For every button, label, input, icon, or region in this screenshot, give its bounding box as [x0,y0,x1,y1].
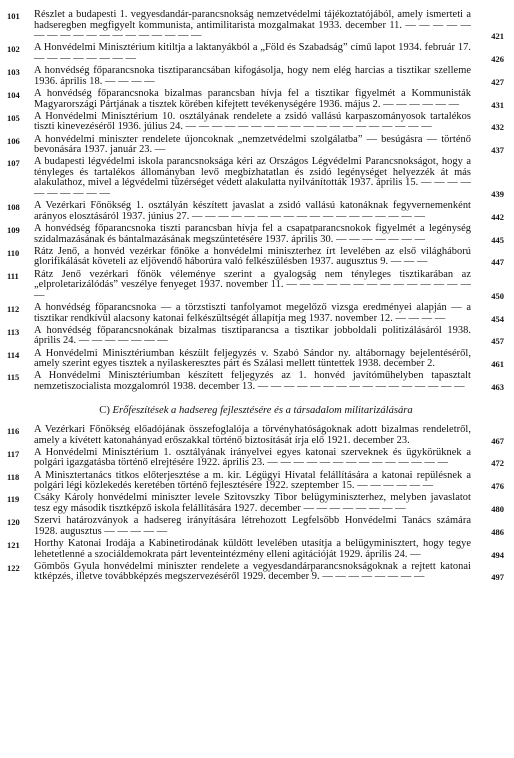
entry-list [0,425,514,583]
page-reference: 445 [491,234,504,245]
entry-text: A honvédség főparancsnoka — a törzstiszti tanfolyamot megelőző vizsga eredményei alapján — a tisztikar rendkívül alacsony katonai felkészültségét állapítja meg 1937. november 12. — — — — [34,301,471,324]
entry-number: 122 [7,562,20,573]
toc-entry [0,10,514,42]
entry-text: A Honvédelmi Minisztériumban készült feljegyzés v. Szabó Sándor ny. altábornagy bejelentéséről, amely szerint egyes tisztek a nyilaskeresztes párt és Szálasi mellett tüntettek 1938. december 2. [34,347,471,370]
entry-text: A Vezérkari Főnökség előadójának összefoglalója a törvényhatóságoknak adott bizalmas rendeletről, amely a kívétett katonahányad erőszakkal történő biztosítását írja elő 1921. december 23. [34,424,471,446]
page-reference: 463 [491,381,504,392]
entry-number: 118 [7,471,20,482]
entry-number: 113 [7,326,20,337]
entry-text: Horthy Katonai Irodája a Kabinetirodának küldött levelében utasítja a belügyminisztert, hogy tegye lehetetlenné a szociáldemokrata párt leventeintézmény elleni agitációját 1929. április 24. — [34,538,471,560]
toc-entry [0,270,514,302]
entry-text: Szervi határozványok a hadsereg irányítására létrehozott Legfelsőbb Honvédelmi Tanács számára 1928. augusztus — — — — — [34,515,471,537]
toc-entry [0,326,514,347]
entry-text: A Minisztertanács titkos előterjesztése a m. kir. Légügyi Hivatal felállítására a katonai repülésnek a polgári légi közlekedés keretében történő fejlesztésére 1922. szeptember 15. — — — — — — [34,469,471,492]
page-reference: 461 [491,359,504,370]
page-reference: 431 [491,99,504,110]
entry-text: Csáky Károly honvédelmi miniszter levele Szitovszky Tibor belügyminiszterhez, melyben javaslatot tesz egy második tisztképző iskola felállítására 1927. december — — — — — — — — [34,492,471,515]
toc-entry [0,135,514,156]
entry-number: 111 [7,270,19,281]
toc-entry [0,448,514,469]
page-reference: 427 [491,76,504,87]
toc-entry [0,247,514,268]
entry-number: 106 [7,135,20,146]
entry-text: A Honvédelmi Minisztérium 1. osztályának irányelvei egyes katonai szerveknek és ügykörüknek a polgári igazgatásba történő elrejtésére 1922. április 23. — — — — — — — — — — — — — — [34,446,471,469]
entry-number: 115 [7,372,20,383]
entry-number: 109 [7,225,20,236]
page-reference: 476 [491,481,504,492]
entry-number: 102 [7,44,20,55]
page-reference: 432 [491,122,504,133]
entry-number: 110 [7,247,20,258]
section-title: Erőfeszítések a hadsereg fejlesztésére és a társadalom militarizálására [112,404,413,416]
toc-entry [0,201,514,222]
toc-entry [0,157,514,199]
page-reference: 437 [491,145,504,156]
toc-entry [0,89,514,110]
section-prefix: C) [99,404,110,416]
entry-text: A Honvédelmi Minisztériumban készített feljegyzés az 1. honvéd javítóműhelyben tapasztalt nemzetiszocialista mozgalomról 1938. december 13. — — — — — — — — — — — — — — — — [34,370,471,392]
entry-number: 105 [7,112,20,123]
toc-entry [0,562,514,583]
page-reference: 467 [491,435,504,446]
entry-text: A honvédség főparancsnoka tiszti parancsban hívja fel a csapatparancsnokok figyelmét a legénység szidalmazásának és bántalmazásának megszüntetésére 1937. április 30. — — — — — — — [34,223,471,245]
entry-number: 101 [7,11,20,21]
toc-entry [0,224,514,245]
toc-entry [0,493,514,514]
page-reference: 472 [491,458,504,469]
toc-entry [0,43,514,64]
entry-number: 117 [7,448,20,459]
entry-text: Rátz Jenő, a honvéd vezérkar főnöke a honvédelmi miniszterhez írt levelében az első világháború glorifikálását követeli az eljövendő háborúra való felkészülésben 1937. augusztus 9. — — — [34,245,471,268]
page-reference: 439 [491,189,504,200]
entry-number: 104 [7,89,20,100]
entry-text: A Honvédelmi Minisztérium kitiltja a laktanyákból a „Föld és Szabadság” című lapot 1934. február 17. — — — — — — — — [34,42,471,64]
entry-text: A honvédelmi miniszter rendelete újoncoknak „nemzetvédelmi szolgálatba” — besúgásra — történő bevonására 1937. január 23. — [34,133,471,156]
page-reference: 454 [491,313,504,324]
section-heading [38,405,474,417]
toc-entry [0,371,514,392]
entry-text: Rátz Jenő vezérkari főnök véleménye szerint a gyalogság nem tényleges tisztikarában az „elproletarizálódás” veszélye fenyeget 1937. november 11. — — — — — — — — — — — — — — — [34,268,471,301]
page-reference: 480 [491,504,504,515]
entry-text: A honvédség főparancsnoka tisztiparancsában kifogásolja, hogy nem elég harcias a tisztikar szelleme 1936. április 18. — — — — [34,65,471,87]
toc-entry [0,349,514,370]
page-reference: 457 [491,336,504,347]
entry-text: A honvédség főparancsnokának bizalmas tisztiparancsa a tisztikar jobboldali politizálásáról 1938. április 24. — — — — — — — [34,324,471,347]
page-reference: 486 [491,526,504,537]
toc-entry [0,471,514,492]
page-reference: 442 [491,211,504,222]
entry-number: 108 [7,202,20,213]
toc-entry [0,539,514,560]
entry-number: 114 [7,349,20,360]
entry-number: 121 [7,540,20,550]
toc-entry [0,66,514,87]
entry-number: 119 [7,494,20,505]
page-reference: 450 [491,290,504,301]
entry-text: A budapesti légvédelmi iskola parancsnoksága kéri az Országos Légvédelmi Parancsnokságot, hogy a tényleges és tartalékos állományban levő megbízhatatlan és zsidó legénységet helyezzék át más alakulathoz, mivel a légvédelmi tűzérséget védett alakulatta nyilvánították 1937. április 15. — — — — — — — — — — [34,156,471,200]
entry-text: A Honvédelmi Minisztérium 10. osztályának rendelete a zsidó vallású karpaszományosok tartalékos tiszti kinevezéséről 1936. július 24. — — — — — — — — — — — — — — — — — — — [34,110,471,133]
entry-text: A honvédség főparancsnoka bizalmas parancsban hívja fel a tisztikar figyelmét a Kommunisták Magyarországi Pártjának a tisztek körében kifejtett tevékenységére 1936. május 2. — — — — — — [34,87,471,110]
entry-number: 107 [7,158,20,169]
toc-entry [0,303,514,324]
page-reference: 497 [491,572,504,583]
toc-entry [0,425,514,446]
entry-number: 103 [7,67,20,78]
entry-text: Részlet a budapesti 1. vegyesdandár-parancsnokság nemzetvédelmi tájékoztatójából, amely ismerteti a hadseregben megfigyelt kommunista, antimilitarista mozgalmakat 1933. december 11. — — — — — — — — — — — — — — — — — — [34,9,471,42]
page-reference: 421 [491,31,504,42]
entry-number: 116 [7,426,20,437]
toc-entry [0,112,514,133]
page-reference: 447 [491,257,504,268]
page-reference: 426 [491,53,504,64]
entry-number: 120 [7,517,20,528]
entry-text: Gömbös Gyula honvédelmi miniszter rendelete a vegyesdandárparancsnokságoknak a rejtett katonai ktképzés, illetve továbbképzés megszervezéséről 1929. december 9. — — — — — — — — [34,560,471,583]
entry-list [0,10,514,393]
toc-entry [0,516,514,537]
page-reference: 494 [491,549,504,560]
entry-text: A Vezérkari Főnökség 1. osztályán készített javaslat a zsidó vallású katonáknak fegyvernemenként arányos elosztásáról 1937. június 27. — — — — — — — — — — — — — — — — — — [34,200,471,222]
entry-number: 112 [7,303,20,314]
